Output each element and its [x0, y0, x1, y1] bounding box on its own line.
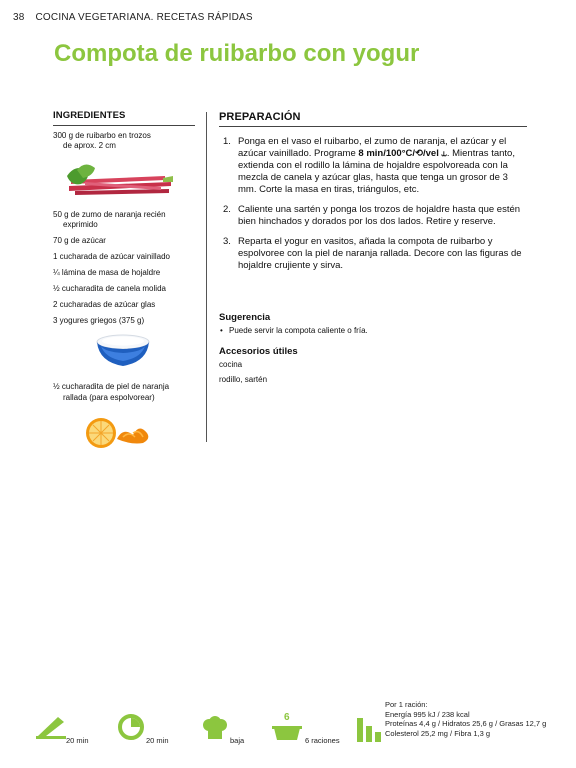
ingredient-item: 3 yogures griegos (375 g)	[53, 316, 145, 325]
ingredient-item: 300 g de ruibarbo en trozos de aprox. 2 cm	[53, 130, 151, 150]
suggestion-section	[219, 312, 529, 385]
preparation-column	[219, 111, 527, 280]
preparation-step: 3. Reparta el yogur en vasitos, añada la compota de ruibarbo y espolvoree con la piel de naranja rallada. Decore con las figuras de hojaldre crujiente y sirva.	[223, 236, 522, 271]
suggestion-text: • Puede servir la compota caliente o fría.	[219, 325, 529, 336]
suggestion-heading: Sugerencia	[219, 312, 271, 323]
spoon-speed-icon: ⥿	[441, 148, 447, 159]
orange-image	[83, 409, 198, 449]
accessory-item: rodillo, sartén	[219, 375, 268, 384]
ingredient-item: ½ cucharadita de canela molida	[53, 284, 166, 293]
section-title: COCINA VEGETARIANA. RECETAS RÁPIDAS	[35, 12, 253, 23]
preparation-step: 2. Caliente una sartén y ponga los trozos de hojaldre hasta que estén bien hinchados y dorados por los dos lados. Retire y reserve.	[223, 204, 521, 227]
servings-pot-icon	[272, 724, 302, 742]
servings-number: 6	[284, 712, 290, 723]
ingredient-item: 2 cucharadas de azúcar glas	[53, 300, 156, 309]
servings: 6 raciones	[305, 736, 340, 745]
ingredients-heading: INGREDIENTES	[53, 111, 195, 126]
rhubarb-image	[65, 158, 198, 198]
reverse-turn-icon: ⟲	[415, 148, 423, 159]
preparation-heading: PREPARACIÓN	[219, 111, 527, 127]
total-time: 20 min	[146, 736, 169, 745]
nutrition-chart-icon	[356, 714, 382, 742]
running-header	[13, 12, 253, 23]
difficulty: baja	[230, 736, 245, 745]
prep-time: 20 min	[66, 736, 89, 745]
accessories-heading: Accesorios útiles	[219, 346, 298, 357]
ingredient-item: 50 g de zumo de naranja recién exprimido	[53, 209, 166, 229]
ingredient-item: ¼ lámina de masa de hojaldre	[53, 268, 161, 277]
accessory-item: cocina	[219, 360, 243, 369]
ingredient-item: 1 cucharada de azúcar vainillado	[53, 252, 170, 261]
recipe-title: Compota de ruibarbo con yogur	[54, 40, 420, 67]
nutrition-info: Por 1 ración: Energía 995 kJ / 238 kcal Proteínas 4,4 g / Hidratos 25,6 g / Grasas 12,7 g Colesterol 25,2 mg / Fibra 1,3 g	[385, 700, 547, 738]
clock-icon	[118, 714, 144, 740]
knife-icon	[36, 714, 66, 740]
ingredient-item: 70 g de azúcar	[53, 236, 106, 245]
ingredient-item: ½ cucharadita de piel de naranja rallada (para espolvorear)	[53, 382, 170, 402]
ingredients-column	[53, 111, 198, 449]
chef-hat-icon	[202, 716, 228, 740]
preparation-step: 1. Ponga en el vaso el ruibarbo, el zumo de naranja, el azúcar y el azúcar vainillado. Programe 8 min/100°C/⟲/vel ⥿. Mientras tanto, extienda con el rodillo la lámina de hojaldre espolvoreada con la mezcla de canela y azúcar glas, hasta que tenga un grosor de 3 mm. Corte la masa en tiras, triángulos, etc.	[223, 136, 515, 195]
yogurt-image	[95, 332, 198, 372]
page-number: 38	[13, 12, 25, 23]
column-divider	[206, 112, 207, 442]
